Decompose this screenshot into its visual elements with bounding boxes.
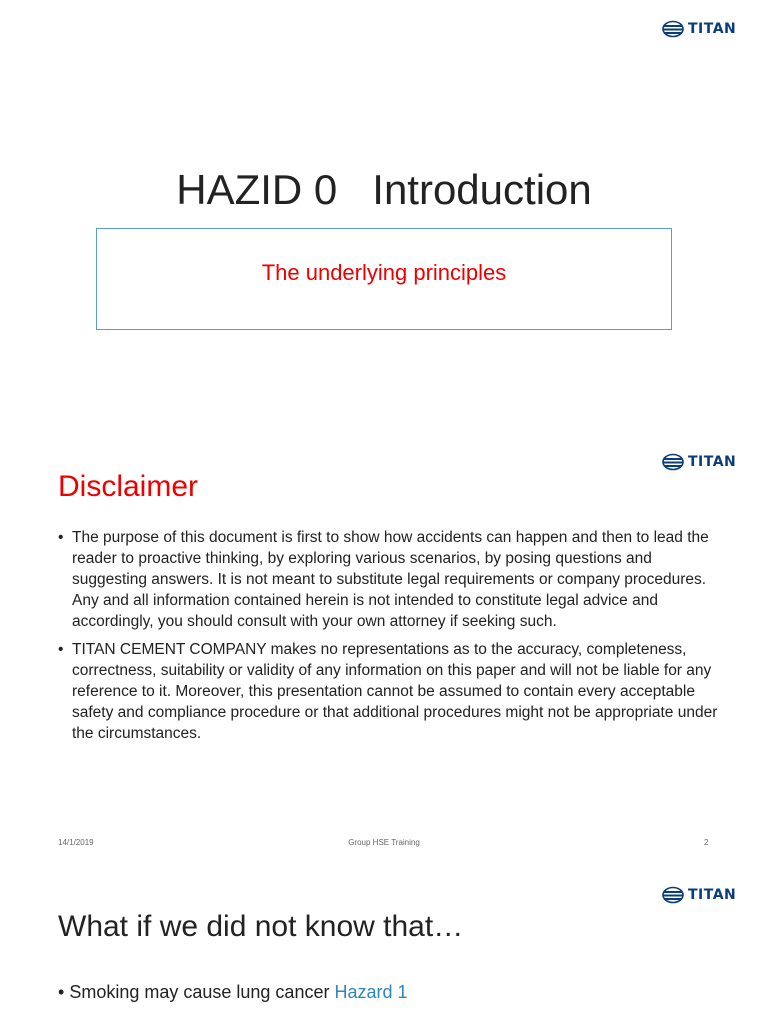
footer-date: 14/1/2019 [58, 838, 94, 847]
bullet-icon: • [58, 529, 64, 546]
logo-text: TITAN [688, 454, 737, 470]
bullet-text: Smoking may cause lung cancer [69, 982, 330, 1002]
title-slide [0, 0, 768, 410]
bullet-icon: • [58, 982, 65, 1002]
titan-swoosh-icon [662, 20, 684, 38]
bullet-icon: • [58, 641, 64, 658]
titan-logo [662, 886, 736, 904]
titan-logo [662, 453, 736, 471]
list-item [58, 527, 718, 632]
logo-text: TITAN [688, 21, 737, 37]
logo-text: TITAN [688, 887, 737, 903]
slide-title: HAZID 0 Introduction [176, 166, 592, 213]
list-item [58, 982, 408, 1003]
disclaimer-heading: Disclaimer [58, 470, 199, 503]
disclaimer-list [58, 527, 718, 751]
disclaimer-paragraph: TITAN CEMENT COMPANY makes no representations as to the accuracy, completeness, correctness, suitability or validity of any information on this paper and will not be liable for any reference to it. Moreover, this presentation cannot be assumed to contain every acceptable safety and compliance procedure or that additional procedures might not be appropriate under the circumstances. [72, 641, 718, 742]
footer-title: Group HSE Training [348, 838, 420, 847]
titan-logo [662, 20, 736, 38]
hazard-link[interactable]: Hazard 1 [334, 982, 408, 1002]
page-number: 2 [704, 838, 709, 847]
titan-swoosh-icon [662, 886, 684, 904]
titan-swoosh-icon [662, 453, 684, 471]
question-heading: What if we did not know that… [58, 910, 464, 943]
question-slide [0, 860, 768, 1024]
slide-subtitle: The underlying principles [261, 260, 507, 285]
disclaimer-slide [0, 410, 768, 860]
list-item [58, 639, 718, 744]
disclaimer-paragraph: The purpose of this document is first to show how accidents can happen and then to lead the reader to proactive thinking, by exploring various scenarios, by posing questions and suggesting answers. It is not meant to substitute legal requirements or company procedures. Any and all information contained herein is not intended to constitute legal advice and accordingly, you should consult with your own attorney if seeking such. [72, 529, 709, 630]
